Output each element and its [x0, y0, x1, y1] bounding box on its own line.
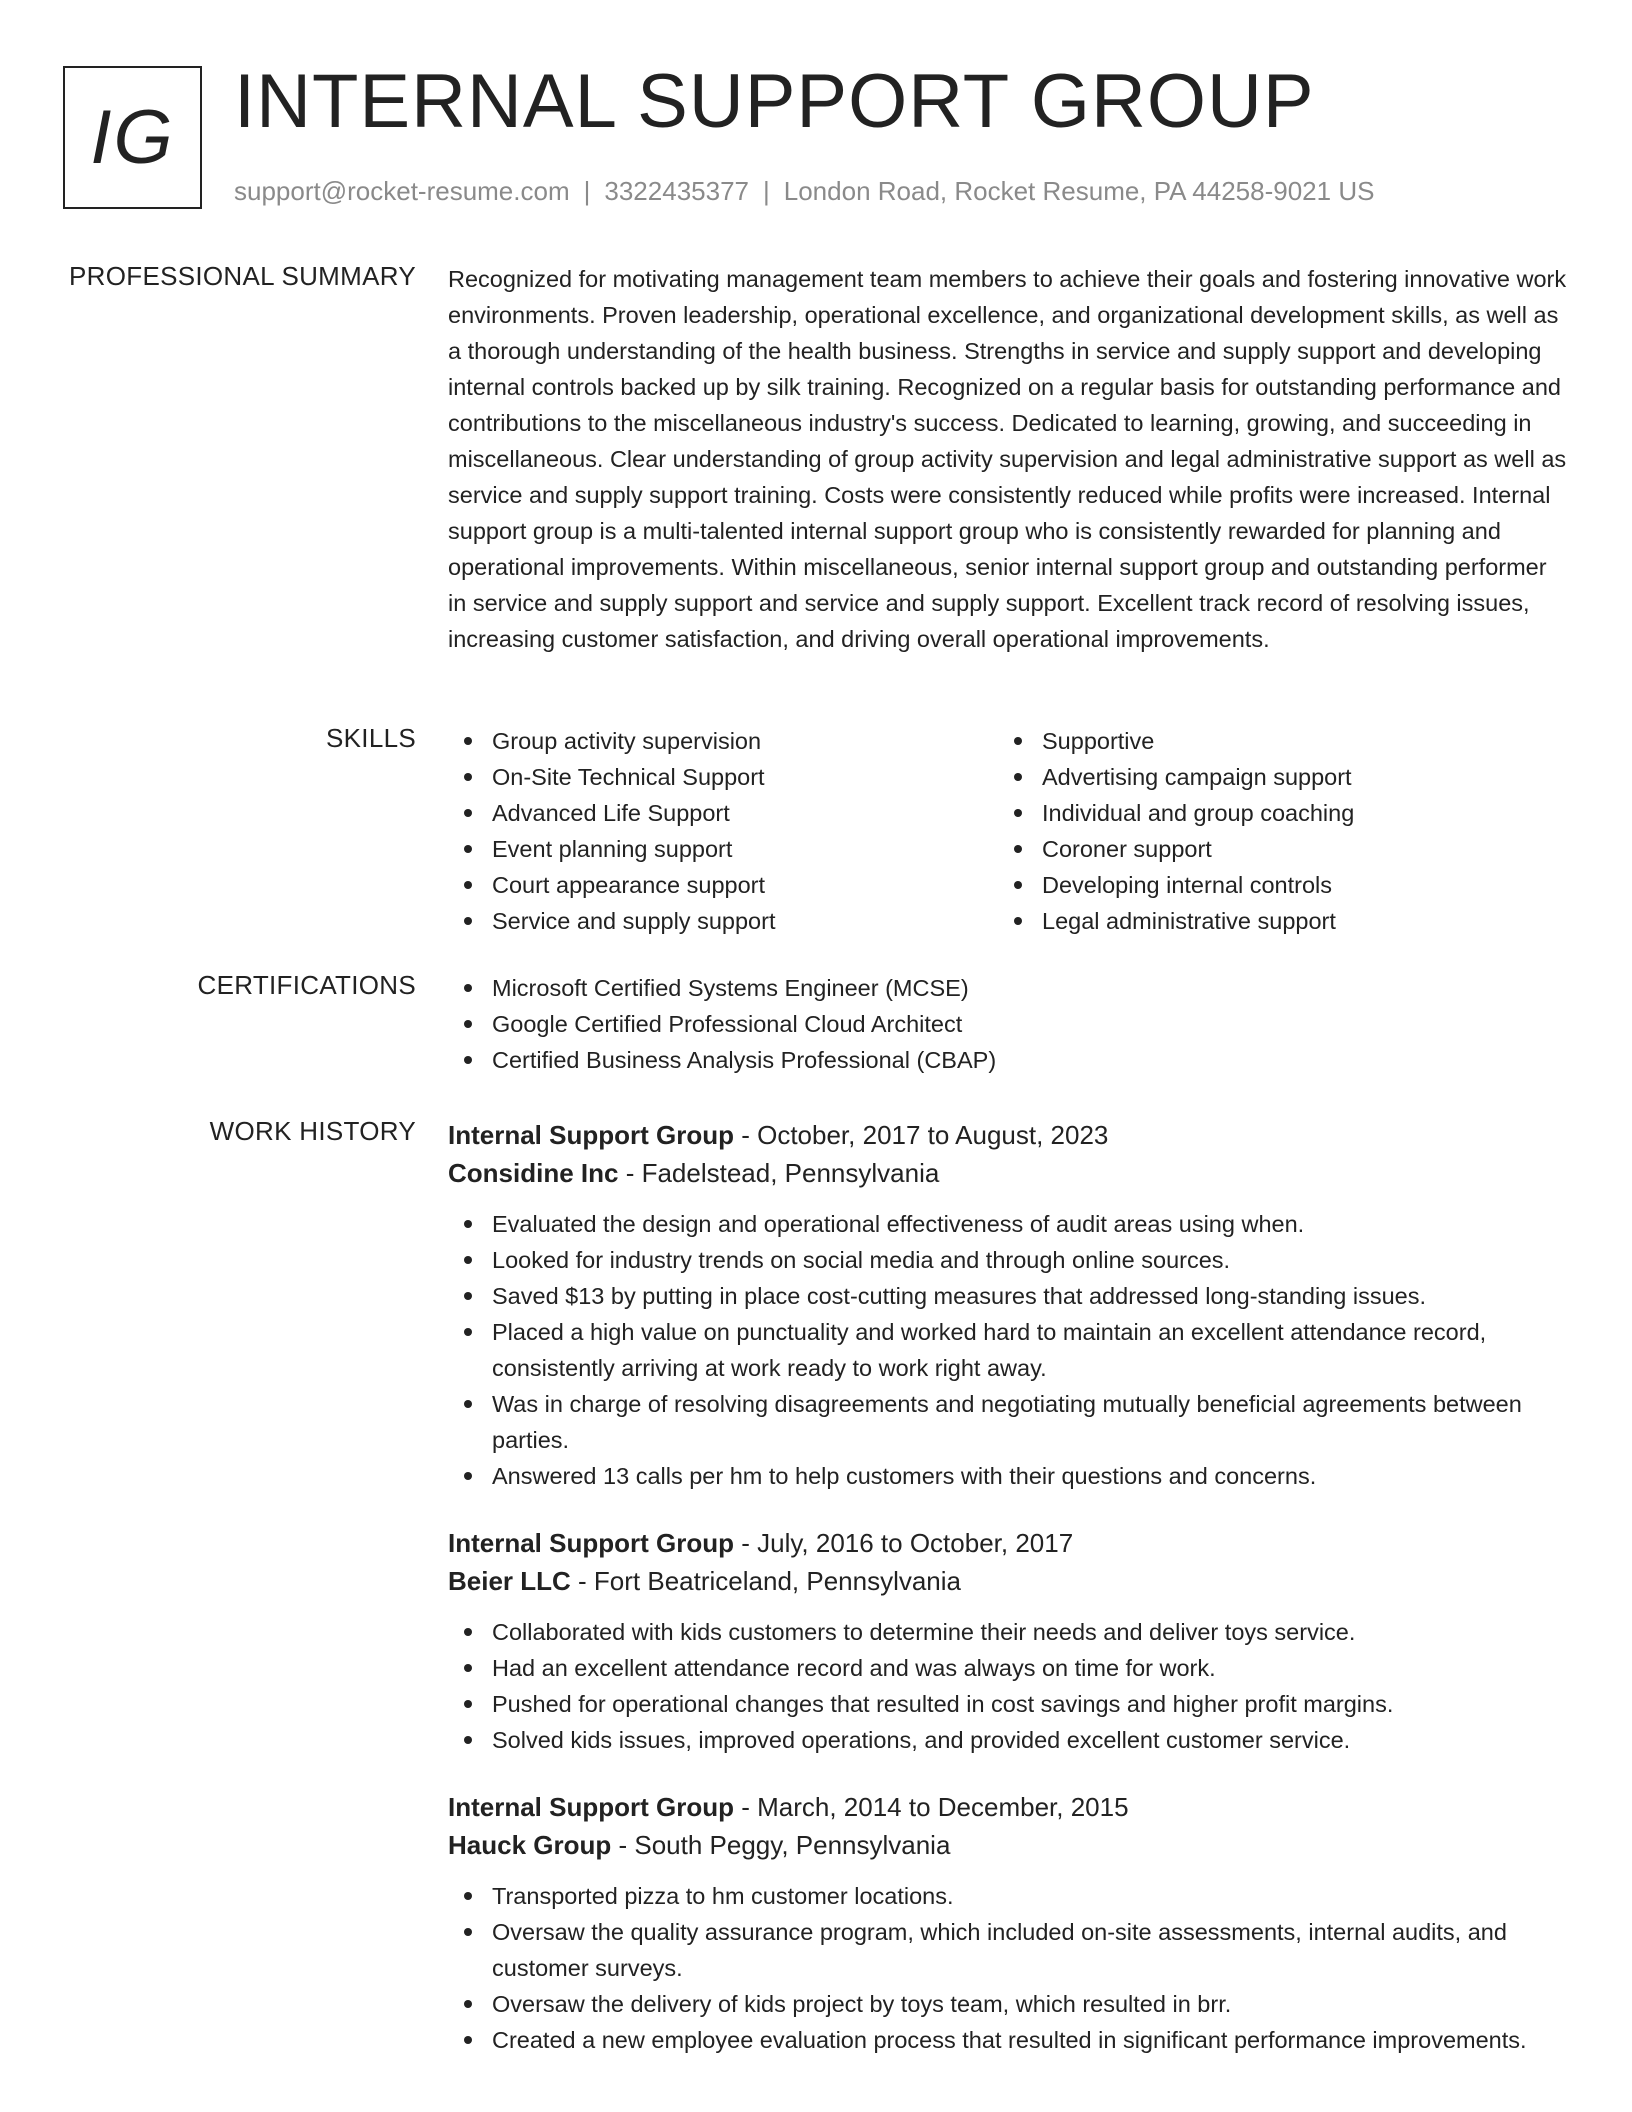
list-item: Oversaw the quality assurance program, which included on-site assessments, internal audits, and customer surveys.	[448, 1914, 1570, 1986]
job-bullets	[448, 1878, 1570, 2058]
contact-phone: 3322435377	[604, 176, 749, 206]
job-company: Hauck Group	[448, 1830, 612, 1860]
job-location: - Fadelstead, Pennsylvania	[618, 1158, 940, 1188]
summary-text: Recognized for motivating management team members to achieve their goals and fostering innovative work environments. Proven leadership, operational excellence, and organizational development skills, as well as a thorough understanding of the health business. Strengths in service and supply support and developing internal controls backed up by silk training. Recognized on a regular basis for outstanding performance and contributions to the miscellaneous industry's success. Dedicated to learning, growing, and succeeding in miscellaneous. Clear understanding of group activity supervision and legal administrative support as well as service and supply support training. Costs were consistently reduced while profits were increased. Internal support group is a multi-talented internal support group who is consistently rewarded for planning and operational improvements. Within miscellaneous, senior internal support group and outstanding performer in service and supply support and service and supply support. Excellent track record of resolving issues, increasing customer satisfaction, and driving overall operational improvements.	[448, 266, 1567, 652]
list-item: Oversaw the delivery of kids project by toys team, which resulted in brr.	[448, 1986, 1570, 2022]
certifications-body	[448, 970, 1570, 1078]
list-item: Had an excellent attendance record and was always on time for work.	[448, 1650, 1570, 1686]
monogram-logo: IG	[63, 66, 202, 209]
job-bullets	[448, 1614, 1570, 1758]
section-label-summary: PROFESSIONAL SUMMARY	[69, 261, 416, 291]
job-location: - Fort Beatriceland, Pennsylvania	[570, 1566, 962, 1596]
job-title: Internal Support Group	[448, 1528, 734, 1558]
list-item: Was in charge of resolving disagreements and negotiating mutually beneficial agreements between parties.	[448, 1386, 1570, 1458]
work-history-body	[448, 1116, 1570, 2088]
job-title-line	[448, 1788, 1570, 1826]
list-item: Collaborated with kids customers to determine their needs and deliver toys service.	[448, 1614, 1570, 1650]
list-item: Individual and group coaching	[998, 795, 1548, 831]
job-company: Beier LLC	[448, 1566, 571, 1596]
skills-list-left	[448, 723, 998, 939]
list-item: Answered 13 calls per hm to help customers with their questions and concerns.	[448, 1458, 1570, 1494]
job-title-line	[448, 1524, 1570, 1562]
job-company: Considine Inc	[448, 1158, 619, 1188]
list-item: Advanced Life Support	[448, 795, 998, 831]
section-label-skills: SKILLS	[326, 723, 416, 753]
contact-separator: |	[583, 176, 591, 206]
job-company-line	[448, 1562, 1570, 1600]
list-item: Supportive	[998, 723, 1548, 759]
list-item: Developing internal controls	[998, 867, 1548, 903]
list-item: Google Certified Professional Cloud Architect	[448, 1006, 1570, 1042]
section-label-certifications: CERTIFICATIONS	[197, 970, 416, 1000]
list-item: Event planning support	[448, 831, 998, 867]
list-item: Saved $13 by putting in place cost-cutting measures that addressed long-standing issues.	[448, 1278, 1570, 1314]
job-entry	[448, 1788, 1570, 2058]
contact-address: London Road, Rocket Resume, PA 44258-9021 US	[783, 176, 1375, 206]
job-location: - South Peggy, Pennsylvania	[611, 1830, 951, 1860]
list-item: Placed a high value on punctuality and worked hard to maintain an excellent attendance record, consistently arriving at work ready to work right away.	[448, 1314, 1570, 1386]
skills-list-right	[998, 723, 1548, 939]
list-item: Legal administrative support	[998, 903, 1548, 939]
certifications-list	[448, 970, 1570, 1078]
section-label-work-history: WORK HISTORY	[209, 1116, 416, 1146]
list-item: Created a new employee evaluation process that resulted in significant performance improvements.	[448, 2022, 1570, 2058]
job-entry	[448, 1524, 1570, 1758]
list-item: Certified Business Analysis Professional (CBAP)	[448, 1042, 1570, 1078]
job-entry	[448, 1116, 1570, 1494]
job-title: Internal Support Group	[448, 1120, 734, 1150]
list-item: Microsoft Certified Systems Engineer (MCSE)	[448, 970, 1570, 1006]
candidate-name: INTERNAL SUPPORT GROUP	[234, 59, 1315, 144]
list-item: Transported pizza to hm customer locations.	[448, 1878, 1570, 1914]
job-dates: - July, 2016 to October, 2017	[734, 1528, 1074, 1558]
list-item: On-Site Technical Support	[448, 759, 998, 795]
job-bullets	[448, 1206, 1570, 1494]
list-item: Court appearance support	[448, 867, 998, 903]
list-item: Coroner support	[998, 831, 1548, 867]
list-item: Evaluated the design and operational effectiveness of audit areas using when.	[448, 1206, 1570, 1242]
skills-grid	[448, 723, 1570, 939]
job-dates: - October, 2017 to August, 2023	[734, 1120, 1109, 1150]
job-company-line	[448, 1826, 1570, 1864]
list-item: Pushed for operational changes that resulted in cost savings and higher profit margins.	[448, 1686, 1570, 1722]
job-title: Internal Support Group	[448, 1792, 734, 1822]
job-dates: - March, 2014 to December, 2015	[734, 1792, 1129, 1822]
list-item: Solved kids issues, improved operations, and provided excellent customer service.	[448, 1722, 1570, 1758]
job-company-line	[448, 1154, 1570, 1192]
contact-line	[234, 176, 1374, 207]
list-item: Advertising campaign support	[998, 759, 1548, 795]
job-title-line	[448, 1116, 1570, 1154]
contact-separator: |	[763, 176, 770, 206]
contact-email: support@rocket-resume.com	[234, 176, 570, 206]
list-item: Service and supply support	[448, 903, 998, 939]
list-item: Looked for industry trends on social media and through online sources.	[448, 1242, 1570, 1278]
list-item: Group activity supervision	[448, 723, 998, 759]
